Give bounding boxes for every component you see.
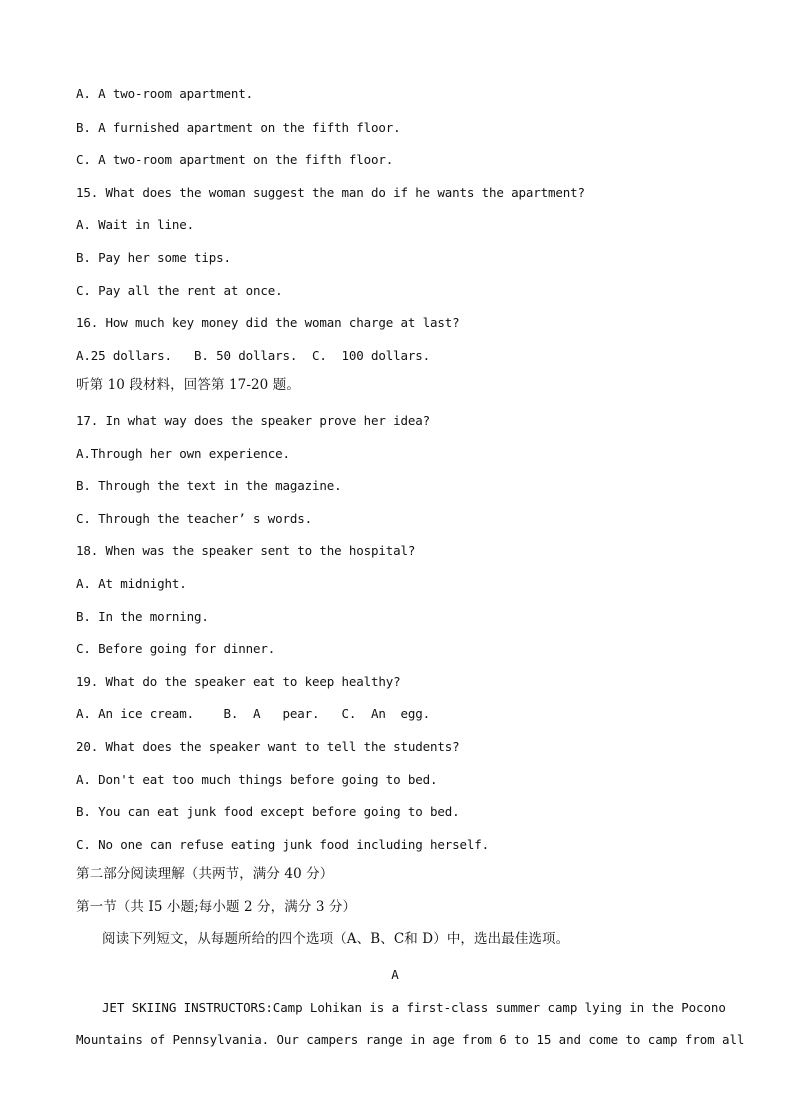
section-instruction-10: 听第 10 段材料，回答第 17-20 题。 — [76, 377, 300, 393]
section-one-heading: 第一节（共 I5 小题;每小题 2 分，满分 3 分） — [76, 899, 357, 915]
question-15: 15. What does the woman suggest the man do if he wants the apartment? — [76, 185, 585, 200]
part-two-heading: 第二部分阅读理解（共两节，满分 40 分） — [76, 866, 334, 882]
option-18c: C. Before going for dinner. — [76, 641, 276, 656]
passage-letter: A — [391, 967, 399, 982]
option-15c: C. Pay all the rent at once. — [76, 283, 283, 298]
option-17a: A.Through her own experience. — [76, 446, 290, 461]
option-14c: C. A two-room apartment on the fifth floor. — [76, 152, 394, 167]
option-14b: B. A furnished apartment on the fifth floor. — [76, 120, 401, 135]
option-17b: B. Through the text in the magazine. — [76, 478, 342, 493]
option-20a: A. Don't eat too much things before going to bed. — [76, 772, 438, 787]
question-16: 16. How much key money did the woman charge at last? — [76, 315, 460, 330]
option-18b: B. In the morning. — [76, 609, 209, 624]
option-17c: C. Through the teacher’ s words. — [76, 511, 313, 526]
passage-line-1: JET SKIING INSTRUCTORS:Camp Lohikan is a first-class summer camp lying in the Pocono — [102, 1000, 726, 1015]
question-20: 20. What does the speaker want to tell the students? — [76, 739, 460, 754]
options-19: A. An ice cream. B. A pear. C. An egg. — [76, 706, 431, 721]
options-16: A.25 dollars. B. 50 dollars. C. 100 dollars. — [76, 348, 431, 363]
option-20c: C. No one can refuse eating junk food including herself. — [76, 837, 490, 852]
question-18: 18. When was the speaker sent to the hospital? — [76, 543, 416, 558]
option-15a: A. Wait in line. — [76, 217, 195, 232]
option-14a: A. A two-room apartment. — [76, 86, 254, 101]
question-17: 17. In what way does the speaker prove her idea? — [76, 413, 431, 428]
passage-line-2: Mountains of Pennsylvania. Our campers range in age from 6 to 15 and come to camp from all — [76, 1032, 745, 1047]
reading-instruction: 阅读下列短文，从每题所给的四个选项（A、B、C和 D）中，选出最佳选项。 — [102, 931, 570, 947]
option-18a: A. At midnight. — [76, 576, 187, 591]
option-15b: B. Pay her some tips. — [76, 250, 231, 265]
question-19: 19. What do the speaker eat to keep healthy? — [76, 674, 401, 689]
option-20b: B. You can eat junk food except before going to bed. — [76, 804, 460, 819]
